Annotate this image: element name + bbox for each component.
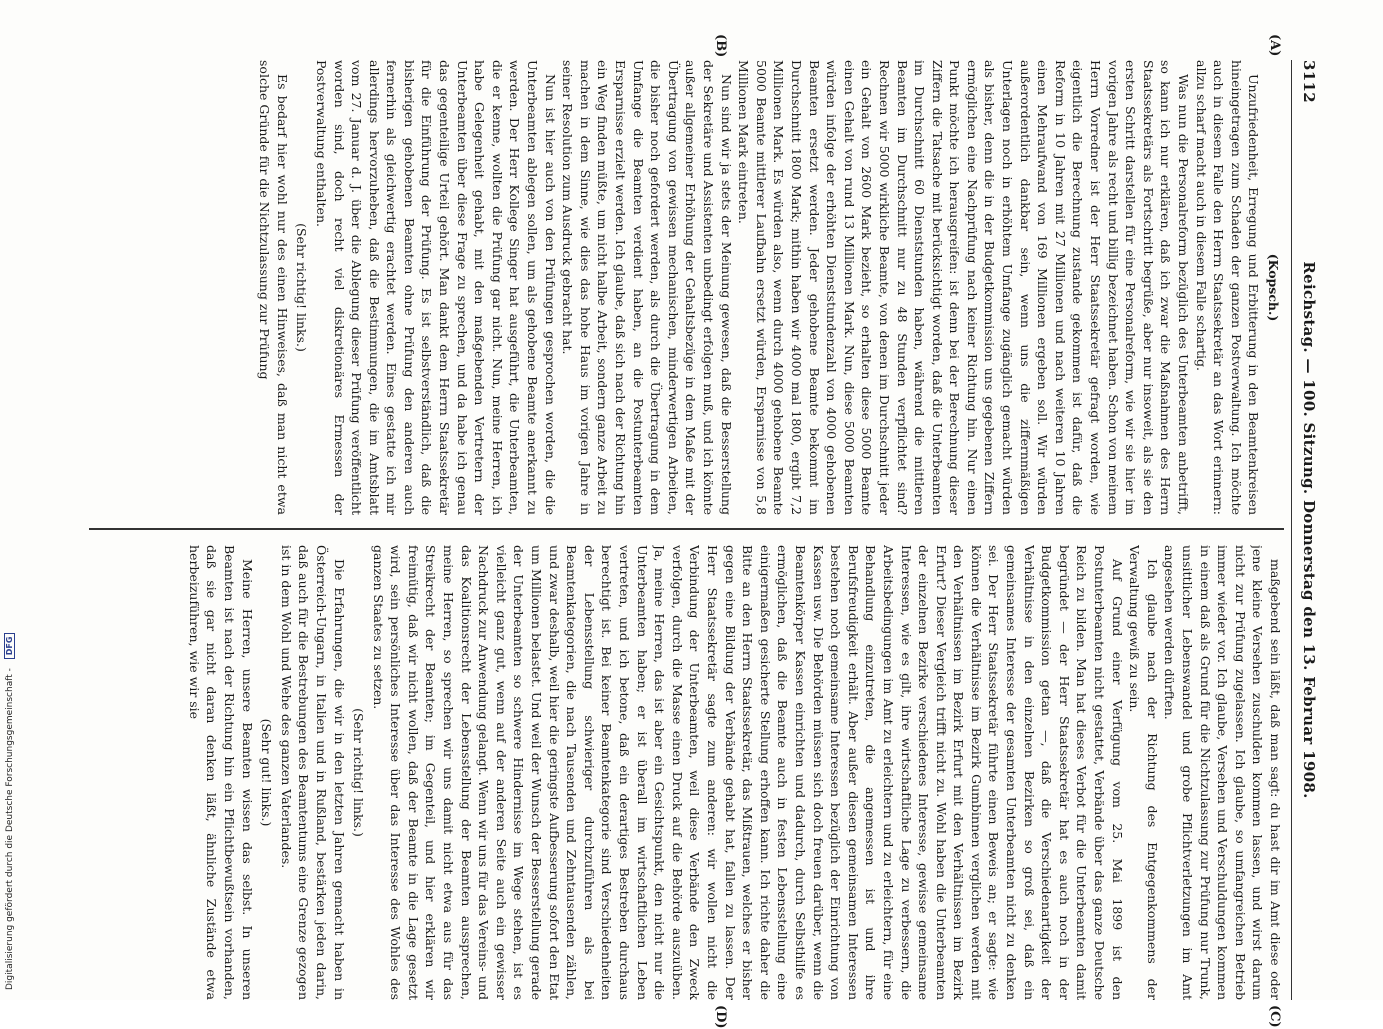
paragraph: Nun ist hier auch von den Prüfungen gesprochen worden, die die Unterbeamten ablegen sollen, um als gehobene Beamte anerkannt zu werden. Der Herr Kollege Singer hat ausgeführt, die Unterbeamten, die er kenne, wollten die Prüfung gar nicht. Nun, meine Herren, ich habe Gelegenheit gehabt, mit den maßgebenden Vertretern der Unterbeamten über diese Frage zu sprechen, und da habe ich genau das gegenteilige Urteil gehört. Man dankt dem Herrn Staatssekretär für die Einführung der Prüfung. Es ist selbstverständlich, daß die bisherigen gehobenen Beamten ohne Prüfung den anderen auch fernerhin als gleichwertig erachtet werden. Eines gestatte ich mir allerdings hervorzuheben, daß die Bestimmungen, die im Amtsblatt vom 27. Januar d. J. über die Ablegung dieser Prüfung veröffentlicht worden sind, doch recht viel diskretionäres Ermessen der Postverwaltung enthalten. <box>313 60 558 515</box>
speaker-label: (Kopsch.) <box>1266 253 1281 322</box>
credit-text: Digitalisierung gefördert durch die Deutsche Forschungsgemeinschaft - <box>5 668 15 990</box>
paragraph: Die Erfahrungen, die wir in den letzten Jahren gemacht haben in Österreich-Ungarn, in Italien und in Rußland, bestärken jeden darin, daß auch für die Bestrebungen des Beamtentums eine Grenze gezogen ist in dem Wohl und Wehe des ganzen Vaterlandes. <box>278 545 347 1000</box>
paragraph: Was nun die Personalreform bezüglich des Unterbeamten anbetrifft, so kann ich nur erklären, daß ich zwar die Maßnahmen des Herrn Staatssekretärs als Fortschritt begrüße, aber nur insoweit, als sie den ersten Schritt darstellen für eine Personalreform, wie wir sie hier im vorigen Jahre als recht und billig bezeichnet haben. Schon von meinem Herrn Vorredner ist der Herr Staatssekretär gefragt worden, wie eigentlich die Berechnung zustande gekommen ist dafür, daß die Reform in 10 Jahren mit 27 Millionen und nach weiteren 10 Jahren einen Mehraufwand von 169 Millionen ergeben soll. Wir würden außerordentlich dankbar sein, wenn uns die ziffernmäßigen Unterlagen noch in erhöhtem Umfange zugänglich gemacht würden als bisher, denn die in der Budgetkommission uns gegebenen Ziffern ermöglichen eine Nachprüfung nach keiner Richtung hin. Nur einen Punkt möchte ich herausgreifen: ist denn bei der Berechnung dieser Ziffern die Tatsache mit berücksichtigt worden, daß die Unterbeamten im Durchschnitt 60 Dienststunden haben, während die mittleren Beamten im Durchschnitt nur zu 48 Stunden verpflichtet sind? Rechnen wir 5000 wirkliche Beamte, von denen im Durchschnitt jeder ein Gehalt von 2600 Mark bezieht, so erhalten diese 5000 Beamte einen Gehalt von rund 13 Millionen Mark. Nun, diese 5000 Beamten würden infolge der erhöhten Dienststundenzahl von 4000 gehobenen Beamten ersetzt werden. Jeder gehobene Beamte bekommt im Durchschnitt 1800 Mark; mithin haben wir 4000 mal 1800, ergibt 7,2 Millionen Mark. Es würden also, wenn durch 4000 gehobene Beamte 5000 Beamte mittlerer Laufbahn ersetzt würden, Ersparnisse von 5,8 Millionen Mark eintreten. <box>736 60 1192 515</box>
text-column-left <box>89 60 1284 515</box>
margin-marker-d: (D) <box>713 1005 728 1029</box>
page-number: 3112 <box>1300 60 1318 103</box>
rotated-page-content <box>88 34 1318 1029</box>
header-rule <box>1291 60 1292 1000</box>
text-column-right <box>89 545 1284 1000</box>
page-header <box>1294 60 1318 1000</box>
dfg-logo: DFG <box>4 633 15 660</box>
paragraph: Unzufriedenheit, Erregung und Erbitterung in den Beamtenkreisen hineingetragen zum Schaden der ganzen Postverwaltung. Ich möchte auch in diesem Falle den Herrn Staatssekretär an das Wort erinnern: allzu scharf macht auch in diesem Falle schartig. <box>1193 60 1262 515</box>
paragraph: Meine Herren, unsere Beamten wissen das selbst. In unseren Beamten ist nach der Richtung hin ein Pflichtbewußtsein vorhanden, daß sie gar nicht daran denken läßt, ähnliche Zustände etwa herbeizuführen, wie wir sie <box>186 545 255 1000</box>
paragraph: Ich glaube nach der Richtung des Entgegenkommens der Verwaltung gewiß zu sein. <box>1127 545 1160 1000</box>
paragraph: Auf Grund einer Verfügung vom 25. Mai 1899 ist den Postunterbeamten nicht gestattet, Verbände über das ganze Deutsche Reich zu bilden. Man hat dieses Verbot für die Unterbeamten damit begründet — der Herr Staatssekretär hat es auch noch in der Budgetkommission getan —, daß die Verschiedenartigkeit der Verhältnisse in den einzelnen Bezirken so groß sei, daß ein gemeinsames Interesse der gesamten Unterbeamten nicht zu denken sei. Der Herr Staatssekretär führte einen Beweis an; er sagte: wie können die Verhältnisse im Bezirk Gumbinnen verglichen werden mit den Verhältnissen im Bezirk Erfurt mit den Verhältnissen im Bezirk Erfurt? Dieser Vergleich trifft nicht zu. Wohl haben die Unterbeamten der einzelnen Bezirke verschiedenes Interesse, gewisse gemeinsame Interessen, wie es gilt, ihre wirtschaftliche Lage zu verbessern, die Arbeitsbedingungen im Amt zu erleichtern und zu erleichtern, für eine Behandlung einzutreten, die angemessen ist und ihre Berufsfreudigkeit erhält. Aber außer diesen gemeinsamen Interessen bestehen noch gemeinsame Interessen bezüglich der Einrichtung von Kassen usw. Die Behörden müssen sich doch freuen darüber, wenn die Beamtenkörper Kassen einrichten und dadurch, durch Selbsthilfe es ermöglichen, daß die Beamte auch in festen Lebensstellung eine einigermaßen gesicherte Stellung erhoffen kann. Ich richte daher die Bitte an den Herrn Staatssekretär, das Mißtrauen, welches er bisher gegen eine Bildung der Verbände gehabt hat, fallen zu lassen. Der Herr Staatssekretär sagte zum anderen: wir wollen nicht die Verbindung der Unterbeamten, weil diese Verbände den Zweck verfolgen, durch die Masse einen Druck auf die Behörde auszuüben. Ja, meine Herren, das ist aber ein Gesichtspunkt, den nicht nur die Unterbeamten haben; er ist überall im wirtschaftlichen Leben vertreten, und ich betone, daß ein derartiges Bestreben durchaus berechtigt ist. Bei keiner Beamtenkategorie sind Verschiedenheiten der Lebensstellung schwieriger durchzuführen als bei Beamtenkategorien, die nach Tausenden und Zehntausenden zählen, und zwar deshalb, weil hier die geringste Aufbesserung sofort den Etat um Millionen belastet. Und weil der Wunsch der Besserstellung gerade der Unterbeamten so schwere Hindernisse im Wege stehen, ist es vielleicht ganz gut, wenn auf der anderen Seite auch ein gewisser Nachdruck zur Anwendung gelangt. Wenn wir uns für das Vereins- und das Koalitionsrecht der Lebensstellung der Beamten aussprechen, meine Herren, so sprechen wir uns damit nicht etwa aus für das Streikrecht der Beamten; im Gegenteil, und hier erklären wir freimütig, daß wir nicht wollen, daß der Beamte in die Lage gesetzt wird, sein persönliches Interesse über das Interesse des Wohles des ganzen Staates zu setzen. <box>370 545 1125 1000</box>
paragraph: maßgebend sein läßt, daß man sagt: du hast dir im Amt diese oder jene kleine Versehen zuschulden kommen lassen, und wirst darum nicht zur Prüfung zugelassen. Ich glaube, so umfangreichen Betrieb immer wieder vor. Ich glaube, Versehen und Verschuldungen kommen in einem daß als Grund für die Nichtzulassung zur Prüfung nur Trunk, unsittlicher Lebenswandel und grobe Pflichtverletzungen im Amt angesehen werden dürften. <box>1162 545 1283 1000</box>
paragraph: Es bedarf hier wohl nur des einen Hinweises, daß man nicht etwa solche Gründe für die Nichtzulassung zur Prüfung <box>257 60 290 515</box>
paragraph: Nun sind wir ja stets der Meinung gewesen, daß die Besserstellung der Sekretäre und Assistenten unbedingt erfolgen muß, und ich könnte außer allgemeiner Erhöhung der Gehaltsbezüge in dem Maße mit der Übertragung von gewissen mechanischen, minderwertigen Arbeiten, die bisher noch gefordert werden, als durch die Übertragung in dem Umfange die Beamten verdient haben, an die Postunterbeamten Ersparnisse erzielt werden. Ich glaube, daß sich nach der Richtung hin ein Weg finden müßte, um nicht halbe Arbeit, sondern ganze Arbeit zu machen in dem Sinne, wie dies das hohe Haus im vorigen Jahre in seiner Resolution zum Ausdruck gebracht hat. <box>560 60 734 515</box>
margin-marker-b: (B) <box>713 34 728 58</box>
column-divider <box>89 528 1284 530</box>
interjection: (Sehr richtig! links.) <box>351 708 367 837</box>
margin-marker-c: (C) <box>1267 1005 1282 1028</box>
digitization-credit <box>4 520 18 990</box>
margin-marker-a: (A) <box>1267 34 1282 57</box>
interjection: (Sehr richtig! links.) <box>294 223 310 352</box>
page-title: Reichstag. — 100. Sitzung. Donnerstag den 13. Februar 1908. <box>1300 261 1318 799</box>
interjection: (Sehr gut! links.) <box>259 718 275 827</box>
